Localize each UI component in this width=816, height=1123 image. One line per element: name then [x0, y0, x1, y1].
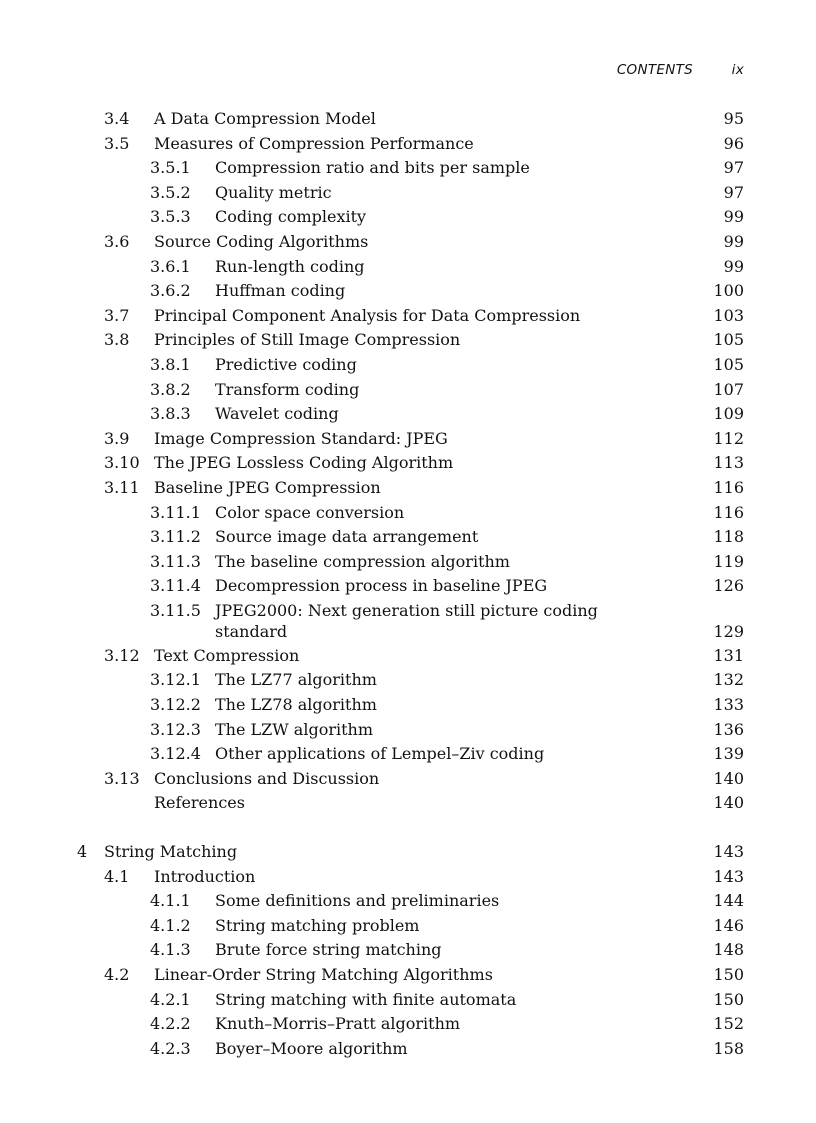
toc-entry-title: Source image data arrangement — [215, 527, 479, 547]
toc-entry — [0, 328, 816, 353]
toc-entry-title: The LZW algorithm — [215, 719, 374, 739]
toc-entry-number: 3.7 — [104, 305, 130, 325]
toc-entry-number: 3.12.2 — [150, 695, 201, 715]
toc-entry-page: 99 — [723, 231, 744, 251]
toc-entry-page: 150 — [713, 965, 744, 984]
toc-entry-page: 139 — [713, 744, 744, 764]
toc-entry-page: 143 — [713, 842, 744, 862]
toc-entry-title: The LZ78 algorithm — [215, 695, 377, 715]
toc-entry-page: 131 — [713, 645, 744, 665]
toc-entry-title: JPEG2000: Next generation still picture coding standard — [215, 600, 598, 641]
toc-entry — [0, 742, 816, 767]
toc-entry — [0, 230, 816, 255]
toc-entry-title: Linear-Order String Matching Algorithms — [154, 965, 493, 984]
toc-entry-number: 3.8.1 — [150, 354, 191, 374]
toc-entry-page: 140 — [713, 793, 744, 813]
toc-entry-page: 99 — [723, 256, 744, 276]
toc-entry-title: Coding complexity — [215, 207, 367, 227]
toc-entry-page: 97 — [723, 182, 744, 202]
toc-entry-title: Color space conversion — [215, 502, 405, 522]
toc-entry-title: Other applications of Lempel–Ziv coding — [215, 744, 545, 764]
toc-entry-number: 3.9 — [104, 428, 130, 448]
toc-entry-title: Introduction — [154, 866, 256, 886]
toc-entry-number: 3.8 — [104, 330, 130, 350]
toc-entry — [0, 156, 816, 181]
toc-entry-number: 4.2.2 — [150, 1014, 191, 1034]
toc-entry-number: 3.5.1 — [150, 158, 191, 178]
toc-entry-page: 140 — [713, 768, 744, 788]
toc-entry-page: 152 — [713, 1014, 744, 1034]
toc-entry-number: 3.6 — [104, 231, 130, 251]
toc-entry-page: 143 — [713, 866, 744, 886]
toc-entry-page: 96 — [723, 133, 744, 153]
toc-entry-page: 113 — [713, 453, 744, 473]
header-page-number: ix — [731, 62, 744, 78]
toc-entry-number: 3.11.3 — [150, 551, 201, 571]
toc-entry-number: 3.6.2 — [150, 281, 191, 301]
toc-entry-page: 112 — [713, 428, 744, 448]
toc-entry-title: Knuth–Morris–Pratt algorithm — [215, 1014, 461, 1034]
toc-entry-number: 4.1.1 — [150, 891, 191, 911]
toc-entry-title: Image Compression Standard: JPEG — [154, 428, 448, 448]
toc-entry — [0, 718, 816, 743]
toc-entry-number: 3.11.2 — [150, 527, 201, 547]
toc-entry — [0, 501, 816, 526]
toc-entry — [0, 1012, 816, 1037]
toc-entry-number: 4.1 — [104, 866, 130, 886]
toc-entry-page: 95 — [723, 109, 744, 128]
toc-entry-number: 4.1.2 — [150, 915, 191, 935]
toc-entry-page: 109 — [713, 404, 744, 424]
toc-entry — [0, 938, 816, 963]
toc-entry — [0, 378, 816, 403]
toc-entry-title: Principles of Still Image Compression — [154, 330, 461, 350]
toc-entry-title: Conclusions and Discussion — [154, 768, 380, 788]
toc-entry — [0, 840, 816, 865]
toc-entry — [0, 791, 816, 816]
toc-entry — [0, 914, 816, 939]
toc-entry-page: 118 — [713, 527, 744, 547]
toc-entry-page: 97 — [723, 158, 744, 178]
toc-entry-number: 3.6.1 — [150, 256, 191, 276]
toc-entry-title: A Data Compression Model — [154, 109, 376, 128]
toc-entry-number: 3.10 — [104, 453, 140, 473]
toc-entry-title: Huffman coding — [215, 281, 346, 301]
toc-entry-number: 3.12 — [104, 645, 140, 665]
toc-entry-page: 148 — [713, 940, 744, 960]
toc-entry-page: 132 — [713, 670, 744, 690]
toc-entry — [0, 574, 816, 599]
toc-entry-page: 100 — [713, 281, 744, 301]
toc-entry-number: 4.2.1 — [150, 989, 191, 1009]
toc-entry-title: Decompression process in baseline JPEG — [215, 576, 548, 596]
toc-entry-number: 3.8.3 — [150, 404, 191, 424]
toc-entry-title: Some definitions and preliminaries — [215, 891, 500, 911]
toc-entry — [0, 304, 816, 329]
toc-entry — [0, 476, 816, 501]
toc-entry-title: References — [154, 793, 245, 813]
toc-entry-page: 107 — [713, 379, 744, 399]
toc-entry-page: 129 — [713, 621, 744, 641]
toc-entry — [0, 988, 816, 1013]
toc-entry-title: String matching problem — [215, 915, 420, 935]
toc-entry-page: 150 — [713, 989, 744, 1009]
toc-entry-page: 126 — [713, 576, 744, 596]
toc-entry-page: 105 — [713, 354, 744, 374]
toc-entry-number: 3.13 — [104, 768, 140, 788]
toc-entry — [0, 550, 816, 575]
toc-entry-number: 3.12.4 — [150, 744, 201, 764]
toc-entry-title: Source Coding Algorithms — [154, 231, 369, 251]
toc-entry — [0, 181, 816, 206]
toc-entry-title: Transform coding — [215, 379, 360, 399]
toc-entry-title: Principal Component Analysis for Data Compression — [154, 305, 581, 325]
toc-entry-page: 158 — [713, 1038, 744, 1058]
toc-entry-title: Compression ratio and bits per sample — [215, 158, 530, 178]
toc-entry — [0, 767, 816, 792]
toc-entry-number: 3.5 — [104, 133, 130, 153]
toc-entry-title: The baseline compression algorithm — [215, 551, 510, 571]
toc-entry-title: Predictive coding — [215, 354, 357, 374]
toc-entry — [0, 107, 816, 132]
toc-entry-title: Quality metric — [215, 182, 332, 202]
toc-entry-number: 4 — [77, 842, 88, 862]
toc-entry-title: Brute force string matching — [215, 940, 442, 960]
toc-entry — [0, 865, 816, 890]
table-of-contents — [0, 107, 816, 1061]
toc-entry — [0, 693, 816, 718]
toc-entry-title: Measures of Compression Performance — [154, 133, 474, 153]
toc-entry — [0, 427, 816, 452]
toc-entry-number: 4.2.3 — [150, 1038, 191, 1058]
toc-entry-title: Boyer–Moore algorithm — [215, 1038, 408, 1058]
toc-entry-number: 3.12.3 — [150, 719, 201, 739]
toc-entry-number: 3.11.4 — [150, 576, 201, 596]
toc-entry-page: 103 — [713, 305, 744, 325]
toc-entry — [0, 963, 816, 988]
toc-entry-number: 3.12.1 — [150, 670, 201, 690]
toc-entry — [0, 451, 816, 476]
toc-entry-number: 3.11.5 — [150, 600, 201, 620]
toc-entry-number: 3.8.2 — [150, 379, 191, 399]
toc-entry-page: 133 — [713, 695, 744, 715]
toc-entry — [0, 644, 816, 669]
toc-entry-title: String matching with finite automata — [215, 989, 517, 1009]
toc-entry-title: Baseline JPEG Compression — [154, 477, 381, 497]
toc-entry-number: 3.5.2 — [150, 182, 191, 202]
toc-entry-page: 146 — [713, 915, 744, 935]
toc-entry-number: 3.4 — [104, 109, 130, 128]
toc-entry-title: String Matching — [104, 842, 238, 862]
toc-entry-title: Wavelet coding — [215, 404, 339, 424]
toc-entry-number: 4.1.3 — [150, 940, 191, 960]
toc-entry-page: 105 — [713, 330, 744, 350]
toc-entry — [0, 525, 816, 550]
toc-entry-title: The JPEG Lossless Coding Algorithm — [154, 453, 454, 473]
toc-entry — [0, 279, 816, 304]
header-title: CONTENTS — [616, 62, 694, 78]
toc-entry-page: 144 — [713, 891, 744, 911]
toc-entry-page: 116 — [713, 502, 744, 522]
toc-entry-page: 116 — [713, 477, 744, 497]
toc-entry — [0, 205, 816, 230]
toc-entry-title: Text Compression — [154, 645, 300, 665]
toc-entry-number: 3.11.1 — [150, 502, 201, 522]
running-header — [617, 62, 744, 78]
toc-entry-number: 4.2 — [104, 965, 130, 984]
toc-entry-number: 3.11 — [104, 477, 140, 497]
toc-entry-title: Run-length coding — [215, 256, 365, 276]
toc-entry-number: 3.5.3 — [150, 207, 191, 227]
toc-entry-page: 99 — [723, 207, 744, 227]
toc-entry — [0, 353, 816, 378]
toc-entry — [0, 1037, 816, 1062]
toc-entry — [0, 668, 816, 693]
toc-entry — [0, 599, 816, 644]
toc-entry-page: 119 — [713, 551, 744, 571]
toc-entry-page: 136 — [713, 719, 744, 739]
toc-entry — [0, 402, 816, 427]
toc-entry-title: The LZ77 algorithm — [215, 670, 377, 690]
toc-entry — [0, 255, 816, 280]
toc-entry — [0, 889, 816, 914]
toc-entry — [0, 132, 816, 157]
